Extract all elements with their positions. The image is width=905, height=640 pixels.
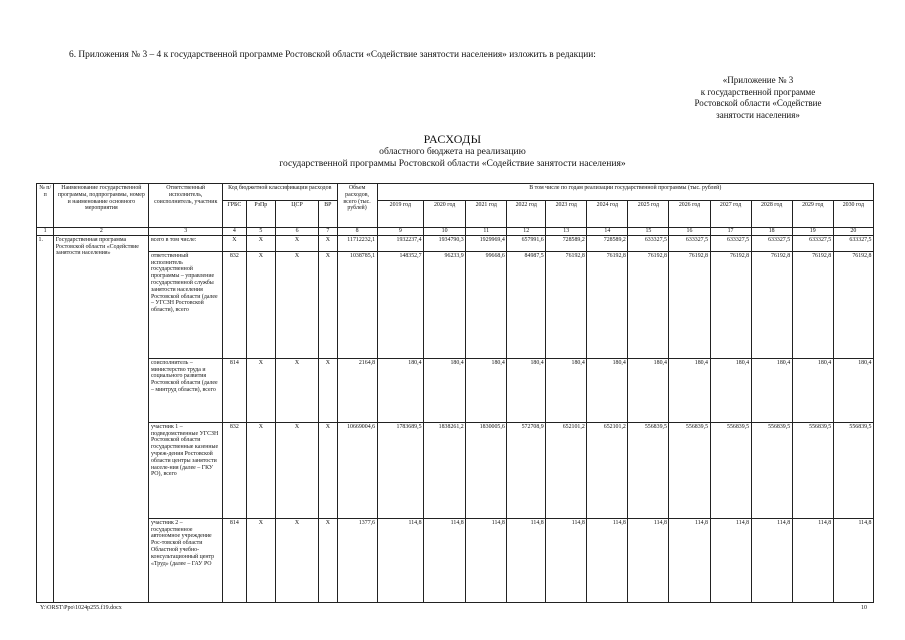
- year-value-cell: 114,8: [466, 518, 507, 602]
- column-number: 18: [751, 228, 792, 236]
- column-number: 10: [424, 228, 466, 236]
- total-cell: 11712232,1: [337, 235, 377, 251]
- appendix-caption: [658, 75, 858, 121]
- column-number: 8: [337, 228, 377, 236]
- year-value-cell: 180,4: [792, 358, 833, 422]
- year-value-cell: 180,4: [377, 358, 423, 422]
- responsible-cell: ответственный исполнитель государственной программы – управление государственной службы занятости населения Ростовской области (далее – УГСЗН Ростовской области), всего: [149, 251, 223, 358]
- column-number: 3: [149, 228, 223, 236]
- column-number: 17: [710, 228, 751, 236]
- table-row: [37, 251, 874, 358]
- year-value-cell: 556839,5: [628, 422, 669, 518]
- responsible-cell: участник 1 – подведомственные УГСЗН Ростовской области государственные казенные учреж-дения Ростовской области центры занятости населе-ния (далее – ГКУ РО), всего: [149, 422, 223, 518]
- document-subtitle-1: областного бюджета на реализацию: [379, 146, 526, 157]
- year-value-cell: 180,4: [710, 358, 751, 422]
- year-value-cell: 180,4: [833, 358, 873, 422]
- total-cell: 1038785,1: [337, 251, 377, 358]
- column-number: 7: [319, 228, 337, 236]
- total-cell: 1377,6: [337, 518, 377, 602]
- year-value-cell: 180,4: [424, 358, 466, 422]
- year-value-cell: 114,8: [377, 518, 423, 602]
- year-value-cell: 652101,2: [587, 422, 628, 518]
- header-year: 2027 год: [710, 201, 751, 228]
- header-year: 2019 год: [377, 201, 423, 228]
- vr-cell: X: [319, 251, 337, 358]
- responsible-cell: соисполнитель – министерство труда и социального развития Ростовской области (далее – минтруд области), всего: [149, 358, 223, 422]
- year-value-cell: 99668,6: [466, 251, 507, 358]
- header-year: 2023 год: [546, 201, 587, 228]
- csr-cell: X: [275, 518, 318, 602]
- column-number: 14: [587, 228, 628, 236]
- row-number: 1.: [37, 235, 54, 602]
- year-value-cell: 76192,8: [792, 251, 833, 358]
- table-row: [37, 422, 874, 518]
- header-year: 2022 год: [507, 201, 546, 228]
- column-number: 2: [54, 228, 149, 236]
- header-num: № п/п: [37, 184, 54, 228]
- column-number: 4: [222, 228, 246, 236]
- year-value-cell: 148352,7: [377, 251, 423, 358]
- year-value-cell: 76192,8: [833, 251, 873, 358]
- vr-cell: X: [319, 422, 337, 518]
- year-value-cell: 633327,5: [751, 235, 792, 251]
- year-value-cell: 76192,8: [669, 251, 710, 358]
- rzpr-cell: X: [246, 235, 275, 251]
- header-grbs: ГРБС: [222, 201, 246, 228]
- csr-cell: X: [275, 422, 318, 518]
- column-number: 9: [377, 228, 423, 236]
- year-value-cell: 180,4: [751, 358, 792, 422]
- page-number: 10: [861, 605, 867, 611]
- year-value-cell: 76192,8: [628, 251, 669, 358]
- year-value-cell: 633327,5: [628, 235, 669, 251]
- year-value-cell: 114,8: [669, 518, 710, 602]
- column-number: 16: [669, 228, 710, 236]
- year-value-cell: 76192,8: [710, 251, 751, 358]
- header-year: 2028 год: [751, 201, 792, 228]
- table-row: [37, 235, 874, 251]
- header-year: 2021 год: [466, 201, 507, 228]
- year-value-cell: 633327,5: [669, 235, 710, 251]
- document-title: РАСХОДЫ: [423, 132, 482, 146]
- grbs-cell: 832: [222, 251, 246, 358]
- rzpr-cell: X: [246, 518, 275, 602]
- year-value-cell: 1932237,4: [377, 235, 423, 251]
- year-value-cell: 180,4: [466, 358, 507, 422]
- header-row: [37, 184, 874, 201]
- header-volume: Объем расходов, всего (тыс. рублей): [337, 184, 377, 228]
- csr-cell: X: [275, 235, 318, 251]
- year-value-cell: 633327,5: [833, 235, 873, 251]
- header-year: 2020 год: [424, 201, 466, 228]
- year-value-cell: 114,8: [587, 518, 628, 602]
- year-value-cell: 114,8: [751, 518, 792, 602]
- year-value-cell: 96233,9: [424, 251, 466, 358]
- responsible-cell: участник 2 – государственное автономное учреждение Рос-товской области Областной учебно-консультационный центр «Труд» (далее – ГАУ РО: [149, 518, 223, 602]
- year-value-cell: 114,8: [833, 518, 873, 602]
- column-number: 15: [628, 228, 669, 236]
- year-value-cell: 556839,5: [833, 422, 873, 518]
- year-value-cell: 76192,8: [751, 251, 792, 358]
- grbs-cell: 814: [222, 358, 246, 422]
- header-year: 2024 год: [587, 201, 628, 228]
- rzpr-cell: X: [246, 251, 275, 358]
- year-value-cell: 76192,8: [587, 251, 628, 358]
- column-number: 12: [507, 228, 546, 236]
- column-number: 1: [37, 228, 54, 236]
- year-value-cell: 180,4: [587, 358, 628, 422]
- year-value-cell: 84987,5: [507, 251, 546, 358]
- header-rzpr: РзПр: [246, 201, 275, 228]
- csr-cell: X: [275, 251, 318, 358]
- year-value-cell: 114,8: [424, 518, 466, 602]
- expenses-table: [36, 183, 874, 603]
- year-value-cell: 572708,9: [507, 422, 546, 518]
- year-value-cell: 556839,5: [710, 422, 751, 518]
- year-value-cell: 114,8: [507, 518, 546, 602]
- header-year: 2025 год: [628, 201, 669, 228]
- total-cell: 10669004,6: [337, 422, 377, 518]
- header-year: 2026 год: [669, 201, 710, 228]
- year-value-cell: 633327,5: [792, 235, 833, 251]
- header-year: 2030 год: [833, 201, 873, 228]
- column-number: 20: [833, 228, 873, 236]
- header-responsible: Ответственный исполнитель, соисполнитель, участник: [149, 184, 223, 228]
- year-value-cell: 556839,5: [792, 422, 833, 518]
- year-value-cell: 1838261,2: [424, 422, 466, 518]
- column-number: 13: [546, 228, 587, 236]
- year-value-cell: 728589,2: [546, 235, 587, 251]
- header-csr: ЦСР: [275, 201, 318, 228]
- year-value-cell: 114,8: [628, 518, 669, 602]
- year-value-cell: 76192,8: [546, 251, 587, 358]
- appendix-line: занятости населения»: [716, 109, 800, 120]
- vr-cell: X: [319, 235, 337, 251]
- footer-file-path: Y:\ORST\Ppo\1024p255.f19.docx: [40, 605, 122, 611]
- intro-paragraph: 6. Приложения № 3 – 4 к государственной программе Ростовской области «Содействие занятости населения» изложить в редакции:: [69, 50, 596, 60]
- year-value-cell: 1934790,3: [424, 235, 466, 251]
- year-value-cell: 180,4: [507, 358, 546, 422]
- column-number: 5: [246, 228, 275, 236]
- year-value-cell: 114,8: [546, 518, 587, 602]
- year-value-cell: 180,4: [546, 358, 587, 422]
- year-value-cell: 652101,2: [546, 422, 587, 518]
- grbs-cell: X: [222, 235, 246, 251]
- program-name: Государственная программа Ростовской области «Содействие занятости населения»: [54, 235, 149, 602]
- document-subtitle-2: государственной программы Ростовской области «Содействие занятости населения»: [279, 158, 626, 169]
- appendix-line: Ростовской области «Содействие: [694, 98, 822, 108]
- column-number: 6: [275, 228, 318, 236]
- year-value-cell: 728589,2: [587, 235, 628, 251]
- document-heading: [0, 132, 905, 170]
- csr-cell: X: [275, 358, 318, 422]
- year-value-cell: 556839,5: [751, 422, 792, 518]
- header-including: В том числе по годам реализации государственной программы (тыс. рублей): [377, 184, 873, 201]
- header-year: 2029 год: [792, 201, 833, 228]
- column-number: 19: [792, 228, 833, 236]
- column-number-row: [37, 228, 874, 236]
- vr-cell: X: [319, 358, 337, 422]
- column-number: 11: [466, 228, 507, 236]
- header-budget-code: Код бюджетной классификации расходов: [222, 184, 337, 201]
- appendix-line: «Приложение № 3: [722, 75, 794, 85]
- header-vr: ВР: [319, 201, 337, 228]
- year-value-cell: 114,8: [792, 518, 833, 602]
- year-value-cell: 657991,6: [507, 235, 546, 251]
- table-row: [37, 518, 874, 602]
- total-cell: 2164,8: [337, 358, 377, 422]
- year-value-cell: 1830005,6: [466, 422, 507, 518]
- year-value-cell: 180,4: [669, 358, 710, 422]
- table-row: [37, 358, 874, 422]
- year-value-cell: 1783689,5: [377, 422, 423, 518]
- year-value-cell: 180,4: [628, 358, 669, 422]
- header-name: Наименование государственной программы, подпрограммы, номер и наименование основного мероприятия: [54, 184, 149, 228]
- responsible-cell: всего в том числе:: [149, 235, 223, 251]
- year-value-cell: 633327,5: [710, 235, 751, 251]
- year-value-cell: 1929969,4: [466, 235, 507, 251]
- year-value-cell: 114,8: [710, 518, 751, 602]
- grbs-cell: 832: [222, 422, 246, 518]
- appendix-line: к государственной программе: [700, 86, 816, 97]
- year-value-cell: 556839,5: [669, 422, 710, 518]
- rzpr-cell: X: [246, 422, 275, 518]
- grbs-cell: 814: [222, 518, 246, 602]
- rzpr-cell: X: [246, 358, 275, 422]
- vr-cell: X: [319, 518, 337, 602]
